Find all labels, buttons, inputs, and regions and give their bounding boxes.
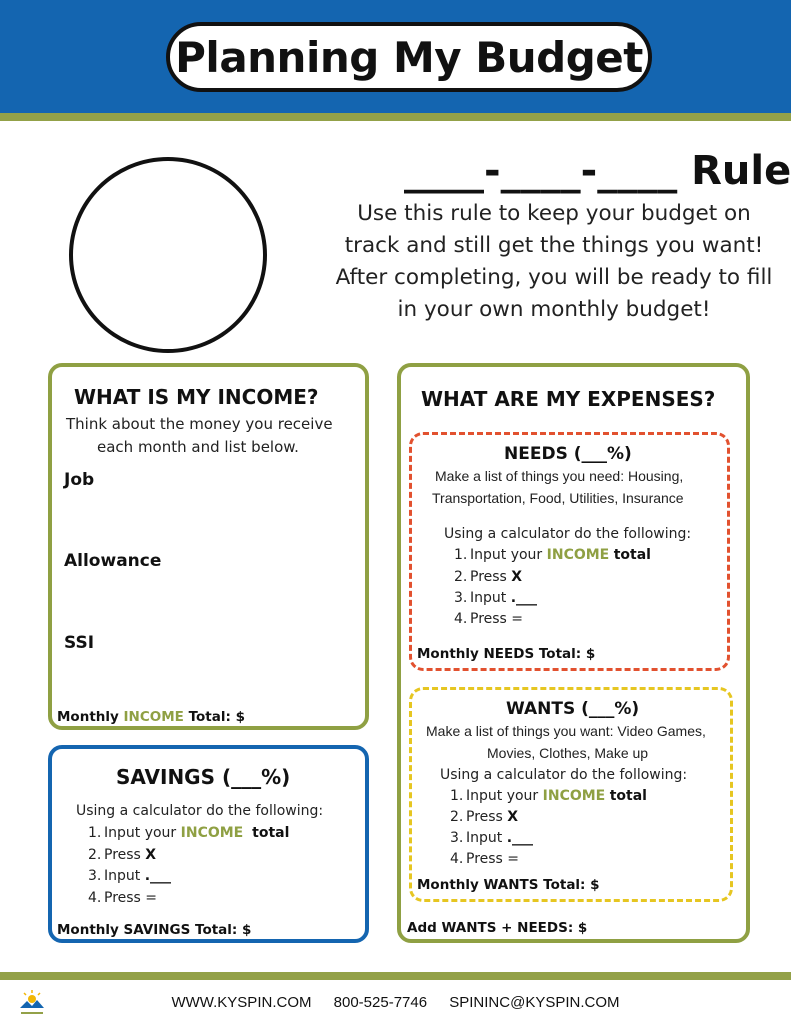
footer-website[interactable]: WWW.KYSPIN.COM	[171, 994, 312, 1011]
wants-step-3: 3. Input .___	[450, 830, 534, 846]
income-total	[57, 709, 245, 725]
header-stripe	[0, 113, 791, 121]
rule-title: ____-____-____ Rule	[404, 148, 791, 194]
footer-email[interactable]: SPININC@KYSPIN.COM	[449, 994, 620, 1011]
step-key: .___	[510, 590, 538, 606]
income-item-allowance: Allowance	[64, 551, 162, 571]
step-text: Input	[470, 590, 511, 606]
income-total-prefix: Monthly	[57, 709, 124, 725]
income-item-ssi: SSI	[64, 633, 95, 653]
needs-step-1: 1. Input your INCOME total	[454, 547, 651, 563]
wants-list-1: Make a list of things you want: Video Games,	[426, 723, 706, 739]
income-title: WHAT IS MY INCOME?	[74, 385, 319, 409]
step-suffix: total	[252, 825, 290, 841]
footer-stripe	[0, 972, 791, 980]
step-suffix: total	[613, 547, 651, 563]
wants-step-2: 2. Press X	[450, 809, 519, 825]
needs-title: NEEDS (___%)	[504, 444, 632, 464]
rule-description: Use this rule to keep your budget on track and still get the things you want! After completing, you will be ready to fill in your own monthly budget!	[335, 201, 773, 322]
income-total-suffix: Total: $	[183, 709, 245, 725]
wants-title: WANTS (___%)	[506, 699, 640, 719]
needs-list-1: Make a list of things you need: Housing,	[435, 468, 684, 484]
savings-step-1: 1. Input your INCOME total	[88, 825, 290, 841]
step-suffix: total	[609, 788, 647, 804]
savings-calc-intro: Using a calculator do the following:	[76, 803, 324, 819]
footer-phone: 800-525-7746	[333, 994, 428, 1011]
income-box	[48, 363, 369, 730]
savings-step-2: 2. Press X	[88, 847, 157, 863]
step-key: X	[511, 569, 523, 585]
needs-step-2: 2. Press X	[454, 569, 523, 585]
title-pill	[166, 22, 652, 92]
step-text: Press =	[104, 890, 158, 906]
step-text: Input your	[466, 788, 543, 804]
page-title: Planning My Budget	[175, 32, 643, 82]
wants-step-4: 4. Press =	[450, 851, 520, 867]
step-key: .___	[144, 868, 172, 884]
step-highlight: INCOME	[546, 547, 610, 563]
blank-circle	[69, 157, 267, 353]
expenses-add-total: Add WANTS + NEEDS: $	[407, 920, 588, 936]
step-text: Input your	[104, 825, 181, 841]
step-text: Press =	[470, 611, 524, 627]
needs-step-3: 3. Input .___	[454, 590, 538, 606]
step-highlight: INCOME	[542, 788, 606, 804]
needs-box	[409, 432, 730, 671]
step-key: X	[507, 809, 519, 825]
needs-calc-intro: Using a calculator do the following:	[444, 526, 692, 542]
income-item-job: Job	[64, 470, 95, 490]
savings-total: Monthly SAVINGS Total: $	[57, 922, 252, 938]
step-highlight: INCOME	[180, 825, 244, 841]
savings-box	[48, 745, 369, 943]
needs-list-2: Transportation, Food, Utilities, Insurance	[432, 490, 684, 506]
savings-step-3: 3. Input .___	[88, 868, 172, 884]
wants-box	[409, 687, 733, 902]
step-text: Input	[104, 868, 145, 884]
income-total-highlight: INCOME	[123, 709, 184, 725]
savings-title: SAVINGS (___%)	[116, 765, 291, 789]
income-instructions-1: Think about the money you receive	[66, 415, 333, 433]
step-text: Press =	[466, 851, 520, 867]
needs-step-4: 4. Press =	[454, 611, 524, 627]
wants-total: Monthly WANTS Total: $	[417, 877, 600, 893]
wants-calc-intro: Using a calculator do the following:	[440, 767, 688, 783]
income-instructions-2: each month and list below.	[97, 438, 299, 456]
step-text: Input your	[470, 547, 547, 563]
step-key: X	[145, 847, 157, 863]
step-text: Input	[466, 830, 507, 846]
step-key: .___	[506, 830, 534, 846]
footer-contact	[0, 994, 791, 1011]
step-text: Press	[104, 847, 146, 863]
savings-step-4: 4. Press =	[88, 890, 158, 906]
needs-total: Monthly NEEDS Total: $	[417, 646, 596, 662]
step-text: Press	[470, 569, 512, 585]
wants-list-2: Movies, Clothes, Make up	[487, 745, 649, 761]
expenses-title: WHAT ARE MY EXPENSES?	[421, 387, 716, 411]
wants-step-1: 1. Input your INCOME total	[450, 788, 647, 804]
step-text: Press	[466, 809, 508, 825]
